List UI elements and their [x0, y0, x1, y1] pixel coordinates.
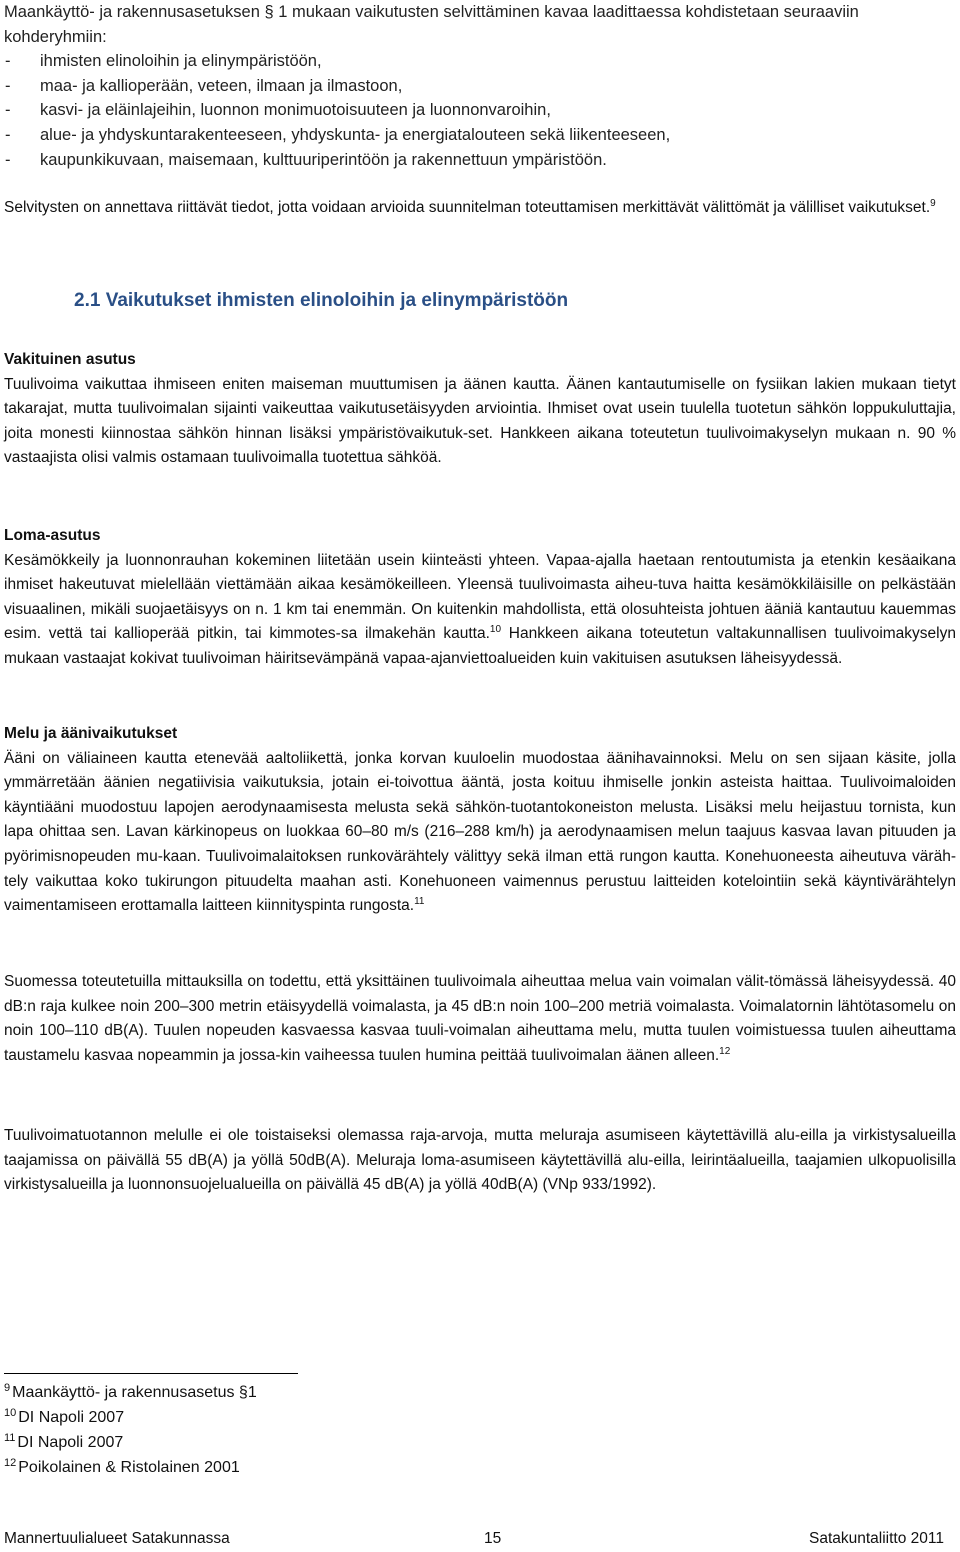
- list-item: [4, 98, 944, 123]
- subheading-loma: Loma-asutus: [4, 527, 101, 544]
- intro-section: [4, 0, 944, 172]
- page-footer: [4, 1530, 944, 1552]
- footnote-ref: 11: [414, 896, 425, 907]
- footnote: [4, 1405, 604, 1430]
- footnote-text: Maankäyttö- ja rakennusasetus §1: [12, 1384, 257, 1401]
- footnote-ref: 9: [930, 197, 936, 209]
- footnote-number: 12: [4, 1456, 17, 1469]
- list-item: [4, 49, 944, 74]
- intro-closing-paragraph: [4, 196, 956, 221]
- footnote: [4, 1430, 604, 1455]
- list-dash: -: [5, 150, 11, 169]
- list-item: [4, 123, 944, 148]
- footnote-separator: [4, 1373, 298, 1374]
- list-dash: -: [5, 125, 11, 144]
- list-dash: -: [5, 76, 11, 95]
- page-number: 15: [484, 1530, 502, 1547]
- intro-lead: Maankäyttö- ja rakennusasetuksen § 1 mukaan vaikutusten selvittäminen kavaa laadittaessa kohdistetaan seuraaviin kohderyhmiin:: [4, 3, 859, 46]
- footnote-ref: 12: [719, 1045, 731, 1057]
- subheading-vakituinen: Vakituinen asutus: [4, 351, 136, 368]
- loma-section: [4, 524, 956, 672]
- loma-text-a: Kesämökkeily ja luonnonrauhan kokeminen liitetään usein kiinteästi yhteen. Vapaa-ajalla haetaan rentoutumista ja etenkin kesäaikana ihmiset hakeutuvat mielellään viettämään aikaa kesämökeilleen. Yleensä tuulivoimasta aiheu-tuva haitta kesämökkiläisille on pelkästään visuaalinen, mikäli suojaetäisyys on n. 1 km tai enemmän. On kuitenkin mahdollista, että olosuhteista johtuen ääniä kantautuu kauemmas esim. vettä tai kallioperää pitkin, tai kimmotes-sa ilmakehän kautta.: [4, 551, 956, 643]
- subheading-melu: Melu ja äänivaikutukset: [4, 725, 178, 742]
- footnote-text: DI Napoli 2007: [17, 1434, 124, 1451]
- list-item-text: alue- ja yhdyskuntarakenteeseen, yhdyskunta- ja energiatalouteen sekä liikenteeseen,: [40, 125, 671, 144]
- footnote: [4, 1380, 604, 1405]
- footnote-ref: 10: [489, 624, 502, 636]
- footnote-text: Poikolainen & Ristolainen 2001: [18, 1459, 240, 1476]
- melu-measurements-paragraph: [4, 970, 956, 1068]
- melu-paragraph-1: Ääni on väliaineen kautta etenevää aaltoliikettä, jonka korvan kuuloelin muodostaa äänihavainnoksi. Melu on sen sijaan käsite, jolla ymmärretään äänien negatiivisia vaikutuksia, jotain ei-toivottua ääntä, josta koituu ihmiselle jonkin asteista haittaa. Tuulivoimaloiden käyntiääni muodostuu lapojen aerodynaamisesta melusta sekä sähkön-tuotantokoneiston melusta. Lisäksi melu heijastuu tornista, kun lapa ohittaa sen. Lavan kärkinopeus on luokkaa 60–80 m/s (216–288 km/h) ja aerodynaamisen melun taajuus kasvaa lavan pituuden ja pyörimisnopeuden mu-kaan. Tuulivoimalaitoksen runkovärähtely välittyy sekä ilman että rungon kautta. Konehuoneesta aiheutuva väräh-tely vaikuttaa koko tukirungon pituudelta maahan asti. Konehuoneen vaimennus perustuu laitteiden kotelointiin sekä käyntivärähtelyn vaimentamiseen erottamalla laitteen kiinnityspinta rungosta.: [4, 749, 956, 915]
- list-item-text: ihmisten elinoloihin ja elinympäristöön,: [40, 52, 322, 71]
- vakituinen-text: Tuulivoima vaikuttaa ihmiseen eniten maiseman muuttumisen ja äänen kautta. Äänen kantautumiselle on fysiikan lakien mukaan tietyt takarajat, mutta tuulivoimalan sijainti vaikeuttaa vaikutusetäisyyden arviointia. Ihmiset ovat usein tuulella tuotetun sähkön loppukuluttajia, joita monesti kiinnostaa sähkön hinnan lisäksi ympäristövaikutuk-set. Hankkeen aikana toteutetun tuulivoimakyselyn mukaan n. 90 % vastaajista olisi valmis ostamaan tuulivoimalla tuotettua sähköä.: [4, 375, 956, 467]
- loma-text-b: Hankkeen aikana toteutetun valtakunnallisen tuulivoimakyselyn mukaan vastaajat kokivat tuulivoiman häiritsevämpänä vapaa-ajanviettoalueiden kuin vakituisen asutuksen läheisyydessä.: [4, 625, 956, 667]
- footnote: [4, 1455, 604, 1480]
- closing-text: Selvitysten on annettava riittävät tiedot, jotta voidaan arvioida suunnitelman toteuttamisen merkittävät välittömät ja välilliset vaikutukset.: [4, 199, 931, 216]
- list-item-text: maa- ja kallioperään, veteen, ilmaan ja ilmastoon,: [40, 76, 403, 95]
- vakituinen-section: [4, 348, 956, 471]
- footer-publisher: Satakuntaliitto 2011: [808, 1530, 944, 1547]
- list-item-text: kaupunkikuvaan, maisemaan, kulttuuriperintöön ja rakennettuun ympäristöön.: [40, 150, 607, 169]
- section-heading: 2.1 Vaikutukset ihmisten elinoloihin ja elinympäristöön: [74, 290, 569, 311]
- melu-paragraph-2: Suomessa toteutetuilla mittauksilla on todettu, että yksittäinen tuulivoimala aiheuttaa melua vain voimalan välit-tömässä läheisyydessä. 40 dB:n raja kulkee noin 200–300 metrin etäisyydellä voimalasta, ja 45 dB:n noin 100–200 metriä voimalasta. Voimalatornin lähtötasomelu on noin 100–110 dB(A). Tuulen nopeuden kasvaessa kasvaa tuuli-voimalan aiheuttama melu, mutta tuulen voimistuessa tuulen aiheuttama taustamelu kasvaa nopeammin ja jossa-kin vaiheessa tuulen humina peittää tuulivoimalan äänen alleen.: [4, 973, 956, 1064]
- footnote-number: 9: [4, 1381, 11, 1394]
- list-dash: -: [5, 52, 11, 71]
- list-item: [4, 74, 944, 99]
- footnote-text: DI Napoli 2007: [18, 1409, 125, 1426]
- impact-target-list: [4, 49, 944, 172]
- footnote-number: 11: [4, 1431, 16, 1444]
- footer-document-title: Mannertuulialueet Satakunnassa: [4, 1530, 230, 1547]
- melu-paragraph-3: Tuulivoimatuotannon melulle ei ole toistaiseksi olemassa raja-arvoja, mutta meluraja asumiseen käytettävillä alu-eilla ja virkistysalueilla taajamissa on päivällä 55 dB(A) ja yöllä 50dB(A). Meluraja loma-asumiseen käytettävillä alu-eilla, leirintäalueilla, taajamien ulkopuolisilla virkistysalueilla ja luonnonsuojelualueilla on päivällä 45 dB(A) ja yöllä 40dB(A) (VNp 933/1992).: [4, 1127, 956, 1194]
- footnotes: [4, 1380, 604, 1480]
- footnote-number: 10: [4, 1406, 17, 1419]
- list-dash: -: [5, 101, 11, 120]
- list-item: [4, 148, 944, 173]
- melu-limits-paragraph: [4, 1124, 956, 1198]
- list-item-text: kasvi- ja eläinlajeihin, luonnon monimuotoisuuteen ja luonnonvaroihin,: [40, 101, 551, 120]
- melu-section: [4, 722, 956, 919]
